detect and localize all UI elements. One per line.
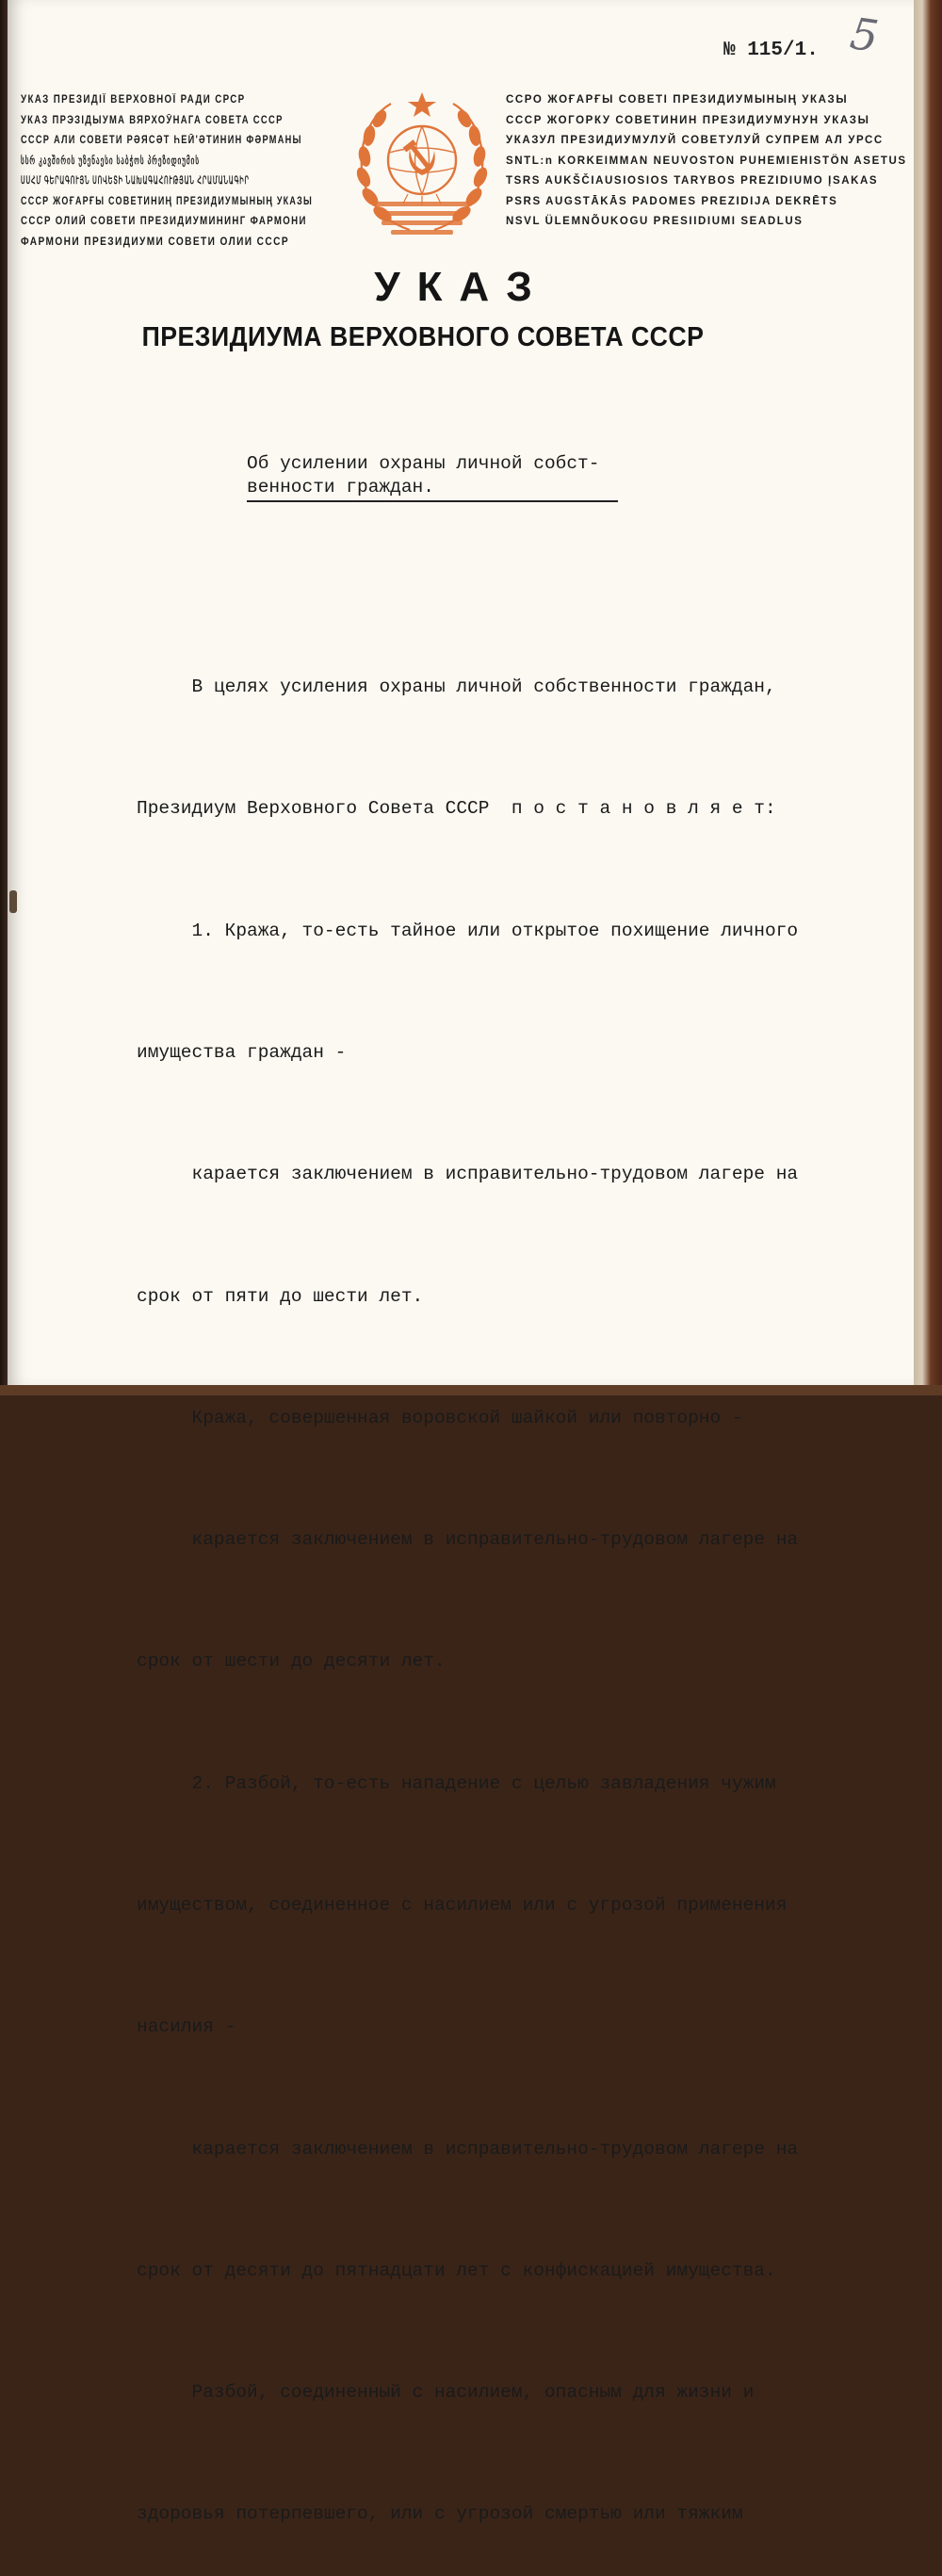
body-line: имущества граждан - [137,1042,347,1064]
body-line: насилия - [137,2016,236,2038]
body-line: 2. Разбой, то-есть нападение с целью завладения чужим [137,1772,776,1794]
language-line: СССР ЖОҒАРҒЫ СОВЕТИНИҢ ПРЕЗИДИУМЫНЫҢ УКАЗЫ [21,195,314,207]
language-line: TSRS AUKŠČIAUSIOSIOS TARYBOS PREZIDIUMO ĮSAKAS [506,175,879,187]
language-line: NSVL ÜLEMNÕUKOGU PRESIIDIUMI SEADLUS [506,216,804,227]
language-line: PSRS AUGSTĀKĀS PADOMES PREZIDIJA DEKRĒTS [506,195,838,207]
language-line: SNTL:n KORKEIMMAN NEUVOSTON PUHEMIEHISTÖN ASETUS [506,155,907,167]
language-line: УКАЗУЛ ПРЕЗИДИУМУЛУЙ СОВЕТУЛУЙ СУПРЕМ АЛ УРСС [506,135,884,146]
body-line: карается заключением в исправительно-трудовом лагере на [137,2138,799,2160]
decree-topic [247,452,661,502]
topic-line: венности граждан. [247,476,618,502]
body-line: срок от пяти до шести лет. [137,1285,424,1307]
decree-languages-right [506,90,907,233]
document-number: № 115/1. [723,40,819,61]
body-line: Президиум Верховного Совета СССР п о с т а н о в л я е т: [137,798,776,820]
decree-subtitle: ПРЕЗИДИУМА ВЕРХОВНОГО СОВЕТА СССР [141,322,705,352]
body-line: 1. Кража, то-есть тайное или открытое похищение личного [137,920,799,941]
body-line: Разбой, соединенный с насилием, опасным для жизни и [137,2382,755,2404]
language-line: СССР ЖОГОРКУ СОВЕТИНИН ПРЕЗИДИУМУНУН УКАЗЫ [506,114,870,126]
archive-sheet-mark: 5 [847,8,882,62]
language-line: СССР АЛИ СОВЕТИ РӘЯСӘТ ҺЕЙ'ӘТИНИН ФӘРМАНЫ [21,135,302,146]
body-line: Кража, совершенная воровской шайкой или повторно - [137,1407,743,1428]
decree-title: УКАЗ [374,264,549,310]
topic-line: Об усилении охраны личной собст- [247,453,600,474]
body-line: карается заключением в исправительно-трудовом лагере на [137,1164,799,1185]
body-line: карается заключением в исправительно-трудовом лагере на [137,1529,799,1551]
body-line: В целях усиления охраны личной собственности граждан, [137,677,776,698]
body-line: здоровья потерпевшего, или с угрозой смертью или тяжким [137,2503,743,2525]
language-line: ССРО ЖОҒАРҒЫ СОВЕТІ ПРЕЗИДИУМЫНЫҢ УКАЗЫ [506,94,849,106]
body-line: имуществом, соединенное с насилием или с угрозой применения [137,1895,788,1916]
decree-body [137,586,871,2576]
binding-mark [9,890,17,913]
body-line: срок от шести до десяти лет. [137,1651,446,1672]
language-line: УКАЗ ПРЭЗІДЫУМА ВЯРХОЎНАГА СОВЕТА СССР [21,114,284,126]
language-line: ՍՍՀՄ ԳԵՐԱԳՈՒՅՆ ՍՈՎԵՏԻ ՆԱԽԱԳԱՀՈՒԹՅԱՆ ՀՐԱՄԱՆԱԳԻՐ [21,175,250,187]
language-line: ФАРМОНИ ПРЕЗИДИУМИ СОВЕТИ ОЛИИ СССР [21,236,289,248]
body-line: срок от десяти до пятнадцати лет с конфискацией имущества. [137,2259,776,2281]
decree-languages-left [21,90,346,253]
page-edge [914,0,942,1395]
language-line: УКАЗ ПРЕЗИДІЇ ВЕРХОВНОЇ РАДИ СРСР [21,94,246,106]
language-line: СССР ОЛИЙ СОВЕТИ ПРЕЗИДИУМИНИНГ ФАРМОНИ [21,216,307,227]
ussr-coat-of-arms-emblem [351,90,493,241]
language-line: სსრ კავშირის უზენაესი საბჭოს პრეზიდიუმის [21,155,201,167]
